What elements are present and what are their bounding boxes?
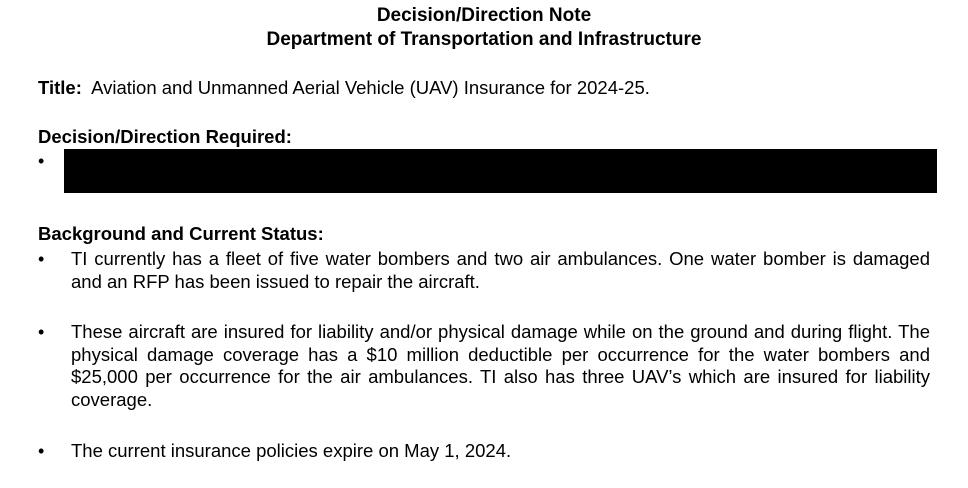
- bullet-icon: •: [38, 322, 45, 342]
- background-status-heading: Background and Current Status:: [38, 223, 324, 244]
- bullet-icon: •: [38, 249, 45, 269]
- title-row: [38, 76, 650, 100]
- background-bullet-fleet: TI currently has a fleet of five water bombers and two air ambulances. One water bomber is damaged and an RFP has been issued to repair the aircraft.: [71, 248, 930, 292]
- background-bullet-expiry: The current insurance policies expire on May 1, 2024.: [71, 440, 512, 461]
- redaction-block: [64, 149, 937, 193]
- bullet-icon: •: [38, 441, 45, 461]
- bullet-icon: •: [38, 151, 45, 171]
- background-bullet-coverage: These aircraft are insured for liability and/or physical damage while on the ground and during flight. The physical damage coverage has a $10 million deductible per occurrence for the water bombers and $25,000 per occurrence for the air ambulances. TI also has three UAV’s which are insured for liability coverage.: [71, 321, 930, 410]
- title-label: Title:: [38, 77, 82, 98]
- decision-required-heading: Decision/Direction Required:: [38, 126, 292, 147]
- title-value: Aviation and Unmanned Aerial Vehicle (UAV) Insurance for 2024-25.: [91, 77, 650, 98]
- department-heading: Department of Transportation and Infrastructure: [266, 29, 702, 50]
- document-type-heading: Decision/Direction Note: [376, 5, 592, 26]
